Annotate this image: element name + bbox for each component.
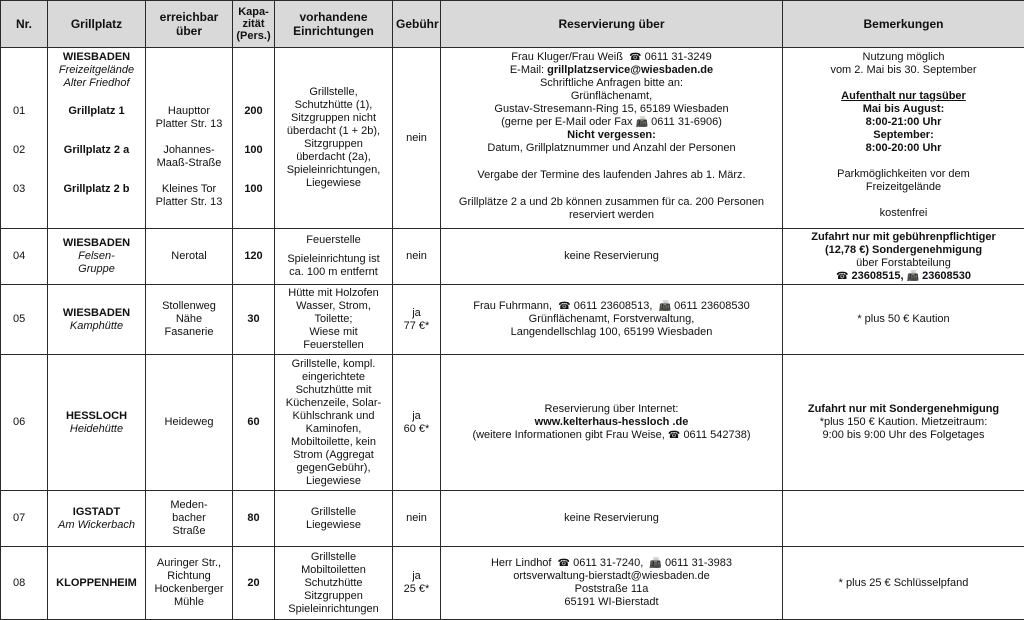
phone-icon: ☎: [629, 52, 641, 63]
table-row: [1, 547, 1024, 620]
row-erreichbar: Heideweg: [146, 355, 233, 491]
header-einrichtungen: vorhandene Einrichtungen: [275, 1, 393, 48]
row-reservierung: keine Reservierung: [441, 229, 783, 285]
row-reservierung: keine Reservierung: [441, 491, 783, 547]
row-reservierung: Herr Lindhof ☎ 0611 31-7240, 📠 0611 31-3983 ortsverwaltung-bierstadt@wiesbaden.de Poststraße 11a 65191 WI-Bierstadt: [441, 547, 783, 620]
row-erreichbar: Nerotal: [146, 229, 233, 285]
row-einrichtungen: Hütte mit Holzofen Wasser, Strom, Toilette; Wiese mit Feuerstellen: [275, 285, 393, 355]
row-kapazitaet: 30: [233, 285, 275, 355]
row-gebuehr: nein: [393, 48, 441, 229]
row-nr: 05: [1, 285, 48, 355]
header-gebuehr: Gebühr: [393, 1, 441, 48]
row-nr: 06: [1, 355, 48, 491]
fax-icon: 📠: [636, 117, 648, 128]
row-nr: 08: [1, 547, 48, 620]
phone-icon: ☎: [558, 558, 570, 569]
row-nr: 01 02 03: [1, 48, 48, 229]
row-bemerkungen: Zufahrt nur mit gebührenpflichtiger (12,78 €) Sondergenehmigung über Forstabteilung ☎ 23608515, 📠 23608530: [783, 229, 1024, 285]
header-row: [1, 1, 1024, 48]
row-gebuehr: ja 60 €*: [393, 355, 441, 491]
row-einrichtungen: Feuerstelle Spieleinrichtung ist ca. 100 m entfernt: [275, 229, 393, 285]
header-nr: Nr.: [1, 1, 48, 48]
row-einrichtungen: Grillstelle Mobiltoiletten Schutzhütte Sitzgruppen Spieleinrichtungen: [275, 547, 393, 620]
header-erreichbar: erreichbar über: [146, 1, 233, 48]
table-row: [1, 48, 1024, 229]
header-grillplatz: Grillplatz: [48, 1, 146, 48]
row-erreichbar: Haupttor Platter Str. 13 Johannes- Maaß-Straße Kleines Tor Platter Str. 13: [146, 48, 233, 229]
row-einrichtungen: Grillstelle, Schutzhütte (1), Sitzgruppen nicht überdacht (1 + 2b), Sitzgruppen überdacht (2a), Spieleinrichtungen, Liegewiese: [275, 48, 393, 229]
row-kapazitaet: 20: [233, 547, 275, 620]
row-gebuehr: ja 25 €*: [393, 547, 441, 620]
row-reservierung: Frau Fuhrmann, ☎ 0611 23608513, 📠 0611 23608530 Grünflächenamt, Forstverwaltung, Langendellschlag 100, 65199 Wiesbaden: [441, 285, 783, 355]
row-grillplatz: WIESBADEN Kamphütte: [48, 285, 146, 355]
table-row: [1, 491, 1024, 547]
phone-icon: ☎: [836, 271, 848, 282]
row-kapazitaet: 120: [233, 229, 275, 285]
row-bemerkungen: [783, 491, 1024, 547]
row-bemerkungen: * plus 50 € Kaution: [783, 285, 1024, 355]
row-bemerkungen: Nutzung möglich vom 2. Mai bis 30. September Aufenthalt nur tagsüber Mai bis August: 8:00-21:00 Uhr September: 8:00-20:00 Uhr Parkmöglichkeiten vor dem Freizeitgelände kostenfrei: [783, 48, 1024, 229]
row-grillplatz: KLOPPENHEIM: [48, 547, 146, 620]
row-gebuehr: nein: [393, 491, 441, 547]
row-gebuehr: nein: [393, 229, 441, 285]
header-bemerkungen: Bemerkungen: [783, 1, 1024, 48]
table-row: [1, 285, 1024, 355]
table-row: [1, 229, 1024, 285]
row-einrichtungen: Grillstelle, kompl. eingerichtete Schutzhütte mit Küchenzeile, Solar- Kühlschrank und Kaminofen, Mobiltoilette, kein Strom (Aggregat gegenGebühr), Liegewiese: [275, 355, 393, 491]
email-link[interactable]: ortsverwaltung-bierstadt@wiesbaden.de: [444, 570, 779, 583]
row-gebuehr: ja 77 €*: [393, 285, 441, 355]
row-kapazitaet: 60: [233, 355, 275, 491]
phone-icon: ☎: [558, 301, 570, 312]
header-reservierung: Reservierung über: [441, 1, 783, 48]
row-kapazitaet: 200 100 100: [233, 48, 275, 229]
row-reservierung: Reservierung über Internet: www.kelterhaus-hessloch .de (weitere Informationen gibt Frau Weise, ☎ 0611 542738): [441, 355, 783, 491]
email-link[interactable]: grillplatzservice@wiesbaden.de: [547, 64, 713, 76]
table-row: [1, 355, 1024, 491]
row-erreichbar: Meden- bacher Straße: [146, 491, 233, 547]
row-reservierung: Frau Kluger/Frau Weiß ☎ 0611 31-3249 E-Mail: grillplatzservice@wiesbaden.de Schriftliche Anfragen bitte an: Grünflächenamt, Gustav-Stresemann-Ring 15, 65189 Wiesbaden (gerne per E-Mail oder Fax 📠 0611 31-6906) Nicht vergessen: Datum, Grillplatznummer und Anzahl der Personen Vergabe der Termine des laufenden Jahres ab 1. März. Grillplätze 2 a und 2b können zusammen für ca. 200 Personen reserviert werden: [441, 48, 783, 229]
row-kapazitaet: 80: [233, 491, 275, 547]
fax-icon: 📠: [659, 301, 671, 312]
website-link[interactable]: www.kelterhaus-hessloch .de: [444, 416, 779, 429]
row-grillplatz: WIESBADEN Felsen- Gruppe: [48, 229, 146, 285]
phone-icon: ☎: [668, 430, 680, 441]
row-erreichbar: Stollenweg Nähe Fasanerie: [146, 285, 233, 355]
row-bemerkungen: Zufahrt nur mit Sondergenehmigung *plus 150 € Kaution. Mietzeitraum: 9:00 bis 9:00 Uhr des Folgetages: [783, 355, 1024, 491]
row-erreichbar: Auringer Str., Richtung Hockenberger Mühle: [146, 547, 233, 620]
row-grillplatz: IGSTADT Am Wickerbach: [48, 491, 146, 547]
row-nr: 04: [1, 229, 48, 285]
fax-icon: 📠: [649, 558, 661, 569]
row-grillplatz: WIESBADEN Freizeitgelände Alter Friedhof Grillplatz 1 Grillplatz 2 a Grillplatz 2 b: [48, 48, 146, 229]
row-bemerkungen: * plus 25 € Schlüsselpfand: [783, 547, 1024, 620]
row-nr: 07: [1, 491, 48, 547]
fax-icon: 📠: [907, 271, 919, 282]
header-kapazitaet: Kapa- zität (Pers.): [233, 1, 275, 48]
row-einrichtungen: Grillstelle Liegewiese: [275, 491, 393, 547]
row-grillplatz: HESSLOCH Heidehütte: [48, 355, 146, 491]
